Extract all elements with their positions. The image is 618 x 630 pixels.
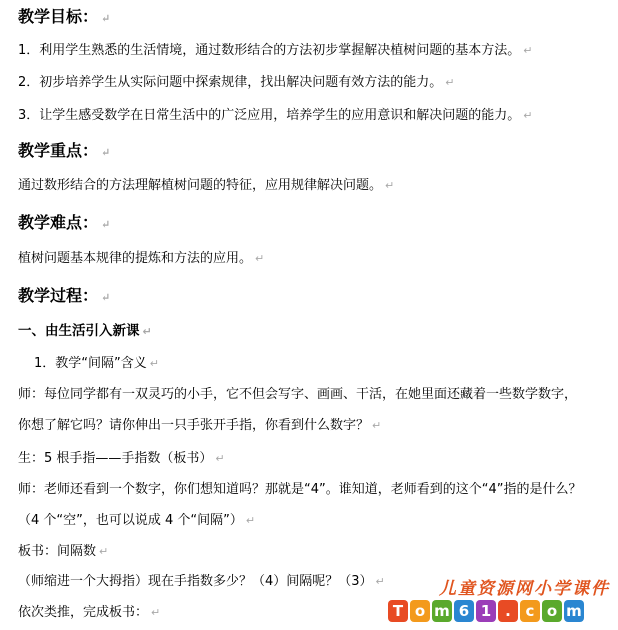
teacher-line-2: 师：老师还看到一个数字，你们想知道吗？那就是“4”。谁知道，老师看到的这个“4”指的是什么？: [18, 482, 582, 497]
paragraph-mark: ↵: [255, 252, 265, 265]
paragraph-mark: ↵: [151, 606, 161, 619]
teacher-line-1b: 你想了解它吗？请你伸出一只手张开手指，你看到什么数字？ ↵: [18, 418, 382, 433]
watermark-letter: .: [498, 600, 518, 622]
watermark-letter: o: [542, 600, 562, 622]
watermark-letter: T: [388, 600, 408, 622]
paragraph-mark: ↵: [101, 291, 111, 304]
watermark-title: 儿童资源网小学课件: [439, 579, 610, 599]
watermark-letter: m: [564, 600, 584, 622]
paragraph-mark: ↵: [445, 76, 455, 89]
watermark-domain: [388, 600, 584, 622]
paragraph-mark: ↵: [101, 12, 111, 25]
student-line-1: 生：5 根手指——手指数（板书） ↵: [18, 451, 225, 466]
paragraph-mark: ↵: [523, 109, 533, 122]
heading-key-points: 教学重点： ↵: [18, 141, 111, 160]
watermark-logo: [388, 574, 610, 626]
heading-process: 教学过程： ↵: [18, 286, 111, 305]
goal-1: 1．利用学生熟悉的生活情境，通过数形结合的方法初步掌握解决植树问题的基本方法。 ↵: [18, 43, 533, 58]
subsection-1: 1．教学“间隔”含义 ↵: [34, 356, 159, 371]
difficulties-text: 植树问题基本规律的提炼和方法的应用。 ↵: [18, 251, 265, 266]
goal-2: 2．初步培养学生从实际问题中探索规律，找出解决问题有效方法的能力。 ↵: [18, 75, 455, 90]
section-heading-1: 一、由生活引入新课 ↵: [18, 323, 152, 339]
instruction-line: 依次类推，完成板书： ↵: [18, 605, 161, 620]
paragraph-mark: ↵: [149, 357, 159, 370]
paragraph-mark: ↵: [523, 44, 533, 57]
heading-difficulties: 教学难点： ↵: [18, 213, 111, 232]
key-points-text: 通过数形结合的方法理解植树问题的特征，应用规律解决问题。 ↵: [18, 178, 395, 193]
answer-line-1: （4 个“空”，也可以说成 4 个“间隔”） ↵: [18, 513, 256, 528]
paragraph-mark: ↵: [99, 545, 109, 558]
teacher-line-3: （师缩进一个大拇指）现在手指数多少？（4）间隔呢？（3） ↵: [18, 574, 385, 589]
paragraph-mark: ↵: [101, 218, 111, 231]
paragraph-mark: ↵: [372, 419, 382, 432]
board-writing: 板书：间隔数 ↵: [18, 544, 109, 559]
watermark-letter: 1: [476, 600, 496, 622]
watermark-letter: m: [432, 600, 452, 622]
paragraph-mark: ↵: [142, 325, 152, 338]
paragraph-mark: ↵: [245, 514, 256, 527]
paragraph-mark: ↵: [375, 575, 385, 588]
watermark-letter: 6: [454, 600, 474, 622]
paragraph-mark: ↵: [385, 179, 395, 192]
paragraph-mark: ↵: [101, 146, 111, 159]
paragraph-mark: ↵: [215, 452, 225, 465]
goal-3: 3．让学生感受数学在日常生活中的广泛应用，培养学生的应用意识和解决问题的能力。 ↵: [18, 108, 533, 123]
watermark-letter: o: [410, 600, 430, 622]
teacher-line-1a: 师：每位同学都有一双灵巧的小手，它不但会写字、画画、干活，在她里面还藏着一些数学数字，: [18, 387, 578, 402]
heading-teaching-goals: 教学目标： ↵: [18, 7, 111, 26]
watermark-letter: c: [520, 600, 540, 622]
